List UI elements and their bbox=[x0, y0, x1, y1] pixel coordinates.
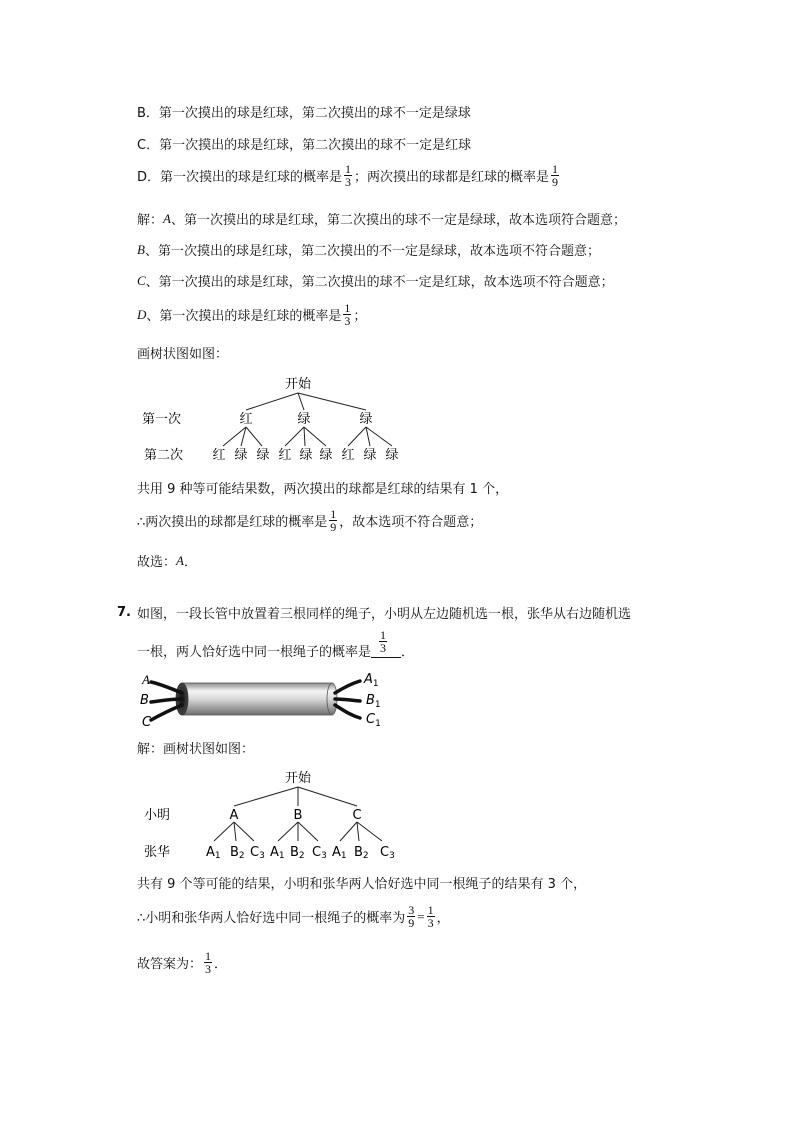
result-line-1 bbox=[137, 478, 508, 497]
node-letter: C bbox=[250, 845, 260, 860]
option-d-text-2: ；两次摸出的球都是红球的概率是 bbox=[354, 170, 550, 185]
tree-node-l2 bbox=[332, 845, 347, 861]
solution-text: ； bbox=[353, 309, 367, 324]
option-b-text: B．第一次摸出的球是红球，第二次摸出的球不一定是绿球 bbox=[137, 106, 471, 121]
tree-root: 开始 bbox=[284, 771, 312, 786]
option-letter: B bbox=[137, 241, 145, 257]
question-number: 7. bbox=[117, 605, 131, 620]
option-letter: A bbox=[163, 210, 171, 226]
answer-text: ． bbox=[183, 555, 197, 570]
row-label-first: 第一次 bbox=[142, 412, 182, 427]
solution-label: 解： bbox=[137, 213, 164, 228]
solution-a bbox=[137, 209, 626, 228]
node-subscript: 1 bbox=[214, 851, 221, 861]
tree-node-l2: 绿 bbox=[319, 448, 333, 463]
result-text: ∴两次摸出的球都是红球的概率是 bbox=[137, 515, 328, 530]
rope-label-left: A bbox=[142, 672, 150, 687]
tree-node-l1: B bbox=[293, 808, 303, 823]
node-letter: A bbox=[270, 845, 279, 860]
option-letter: C bbox=[137, 272, 146, 288]
tree-level-2 bbox=[206, 845, 395, 861]
tree-node-l2: 红 bbox=[212, 448, 226, 463]
question-text: 一根，两人恰好选中同一根绳子的概率是 bbox=[137, 645, 372, 660]
option-d bbox=[137, 163, 561, 188]
node-letter: C bbox=[380, 845, 390, 860]
node-subscript: 3 bbox=[389, 851, 395, 861]
result-line-2 bbox=[137, 508, 482, 533]
row-label-zhanghua: 张华 bbox=[144, 845, 171, 860]
tree-diagram-rope bbox=[136, 764, 416, 864]
solution-b bbox=[137, 240, 600, 259]
fraction: $\frac{1}{9}$ bbox=[552, 162, 559, 189]
fraction: $\frac{1}{3}$ bbox=[427, 903, 434, 930]
tree-node-l2: 绿 bbox=[363, 448, 377, 463]
node-letter: B bbox=[230, 845, 239, 860]
rope-letter: C bbox=[366, 712, 376, 727]
solution-text: 解：画树状图如图： bbox=[137, 742, 255, 757]
rope-label-left: C bbox=[142, 715, 152, 730]
tree-node-l1: C bbox=[352, 808, 362, 823]
solution-text: 、第一次摸出的球是红球，第二次摸出的球不一定是绿球，故本选项符合题意； bbox=[170, 213, 626, 228]
node-subscript: 3 bbox=[259, 851, 265, 861]
question-7-line-1 bbox=[117, 603, 631, 622]
fraction: $\frac{1}{3}$ bbox=[380, 628, 387, 655]
tree-intro-text: 画树状图如图： bbox=[137, 347, 229, 362]
question-text: 如图，一段长管中放置着三根同样的绳子，小明从左边随机选一根，张华从右边随机选 bbox=[136, 607, 631, 622]
node-letter: A bbox=[206, 845, 215, 860]
tree-node-l2 bbox=[250, 845, 265, 861]
fraction: $\frac{1}{3}$ bbox=[205, 949, 212, 976]
option-letter: D bbox=[137, 306, 147, 322]
node-subscript: 1 bbox=[340, 851, 347, 861]
rope-subscript: 1 bbox=[372, 679, 379, 689]
row-label-second: 第二次 bbox=[144, 448, 184, 463]
rope-letter: A bbox=[364, 672, 373, 687]
answer-text: 故选： bbox=[137, 555, 177, 570]
node-subscript: 2 bbox=[298, 851, 305, 861]
tree-diagram-ball bbox=[130, 370, 430, 468]
solution-text: 、第一次摸出的球是红球的概率是 bbox=[146, 309, 342, 324]
solution-text: 、第一次摸出的球是红球，第二次摸出的不一定是绿球，故本选项不符合题意； bbox=[144, 244, 600, 259]
tree-node-l2 bbox=[206, 845, 221, 861]
solution-c bbox=[137, 271, 614, 290]
rope-label-right bbox=[363, 672, 379, 689]
answer-text: ． bbox=[214, 957, 228, 972]
node-subscript: 1 bbox=[278, 851, 285, 861]
rope-letter: B bbox=[366, 693, 375, 708]
tree-intro bbox=[137, 343, 228, 362]
solution-7-intro bbox=[137, 738, 254, 757]
tree-node-l2: 绿 bbox=[299, 448, 313, 463]
row-label-xiaoming: 小明 bbox=[144, 808, 171, 823]
option-c-text: C．第一次摸出的球是红球，第二次摸出的球不一定是红球 bbox=[137, 138, 472, 153]
tree-node-l1: 绿 bbox=[359, 412, 373, 427]
answer-line bbox=[137, 551, 197, 570]
node-subscript: 2 bbox=[362, 851, 369, 861]
tree-node-l2: 绿 bbox=[234, 448, 248, 463]
tree-node-l2 bbox=[312, 845, 327, 861]
tree-node-l2 bbox=[230, 845, 245, 861]
rope-label-right bbox=[366, 693, 381, 710]
solution-text: 、第一次摸出的球是红球，第二次摸出的球不一定是红球，故本选项不符合题意； bbox=[145, 275, 614, 290]
tree-node-l2 bbox=[354, 845, 369, 861]
rope-label-left: B bbox=[140, 693, 149, 708]
fraction: $\frac{1}{3}$ bbox=[344, 301, 351, 328]
question-7-line-2 bbox=[137, 628, 415, 660]
question-text: ． bbox=[401, 645, 415, 660]
tree-root: 开始 bbox=[284, 377, 312, 392]
option-b bbox=[137, 102, 471, 121]
rope-subscript: 1 bbox=[375, 719, 381, 729]
rope-label-right bbox=[366, 712, 381, 729]
result-text: ，故本选项不符合题意； bbox=[339, 515, 483, 530]
tree-node-l1: A bbox=[229, 808, 239, 823]
tree-node-l2 bbox=[270, 845, 285, 861]
node-letter: C bbox=[312, 845, 322, 860]
node-letter: B bbox=[290, 845, 299, 860]
tree-node-l2: 红 bbox=[278, 448, 292, 463]
tree-node-l2 bbox=[380, 845, 395, 861]
fraction: $\frac{1}{3}$ bbox=[345, 162, 352, 189]
fraction: $\frac{1}{9}$ bbox=[330, 507, 337, 534]
result-text: 共有 9 个等可能的结果，小明和张华两人恰好选中同一根绳子的结果有 3 个， bbox=[137, 877, 587, 892]
solution-7-answer bbox=[137, 950, 227, 975]
option-d-text-1: D．第一次摸出的球是红球的概率是 bbox=[137, 170, 343, 185]
result-text: ∴小明和张华两人恰好选中同一根绳子的概率为 bbox=[137, 911, 406, 926]
node-letter: A bbox=[332, 845, 341, 860]
result-text: 共用 9 种等可能结果数，两次摸出的球都是红球的结果有 1 个， bbox=[137, 482, 509, 497]
node-letter: B bbox=[354, 845, 363, 860]
tree-node-l2: 红 bbox=[341, 448, 355, 463]
option-c bbox=[137, 134, 471, 153]
solution-d bbox=[137, 302, 366, 327]
tree-node-l1: 红 bbox=[239, 412, 253, 427]
fraction: $\frac{3}{9}$ bbox=[408, 903, 415, 930]
tree-node-l1: 绿 bbox=[297, 412, 311, 427]
tree-node-l2: 绿 bbox=[256, 448, 270, 463]
equals-sign: = bbox=[417, 908, 425, 924]
tube bbox=[176, 683, 337, 715]
result-text: ， bbox=[436, 911, 450, 926]
tree-node-l2: 绿 bbox=[385, 448, 399, 463]
answer-blank bbox=[371, 628, 401, 658]
solution-7-result-1 bbox=[137, 873, 586, 892]
rope-subscript: 1 bbox=[374, 700, 381, 710]
node-subscript: 3 bbox=[321, 851, 327, 861]
tree-node-l2 bbox=[290, 845, 305, 861]
solution-7-result-2 bbox=[137, 904, 450, 929]
answer-text: 故答案为： bbox=[137, 957, 203, 972]
tube-figure bbox=[138, 668, 398, 730]
node-subscript: 2 bbox=[238, 851, 245, 861]
answer-letter: A bbox=[176, 552, 184, 568]
